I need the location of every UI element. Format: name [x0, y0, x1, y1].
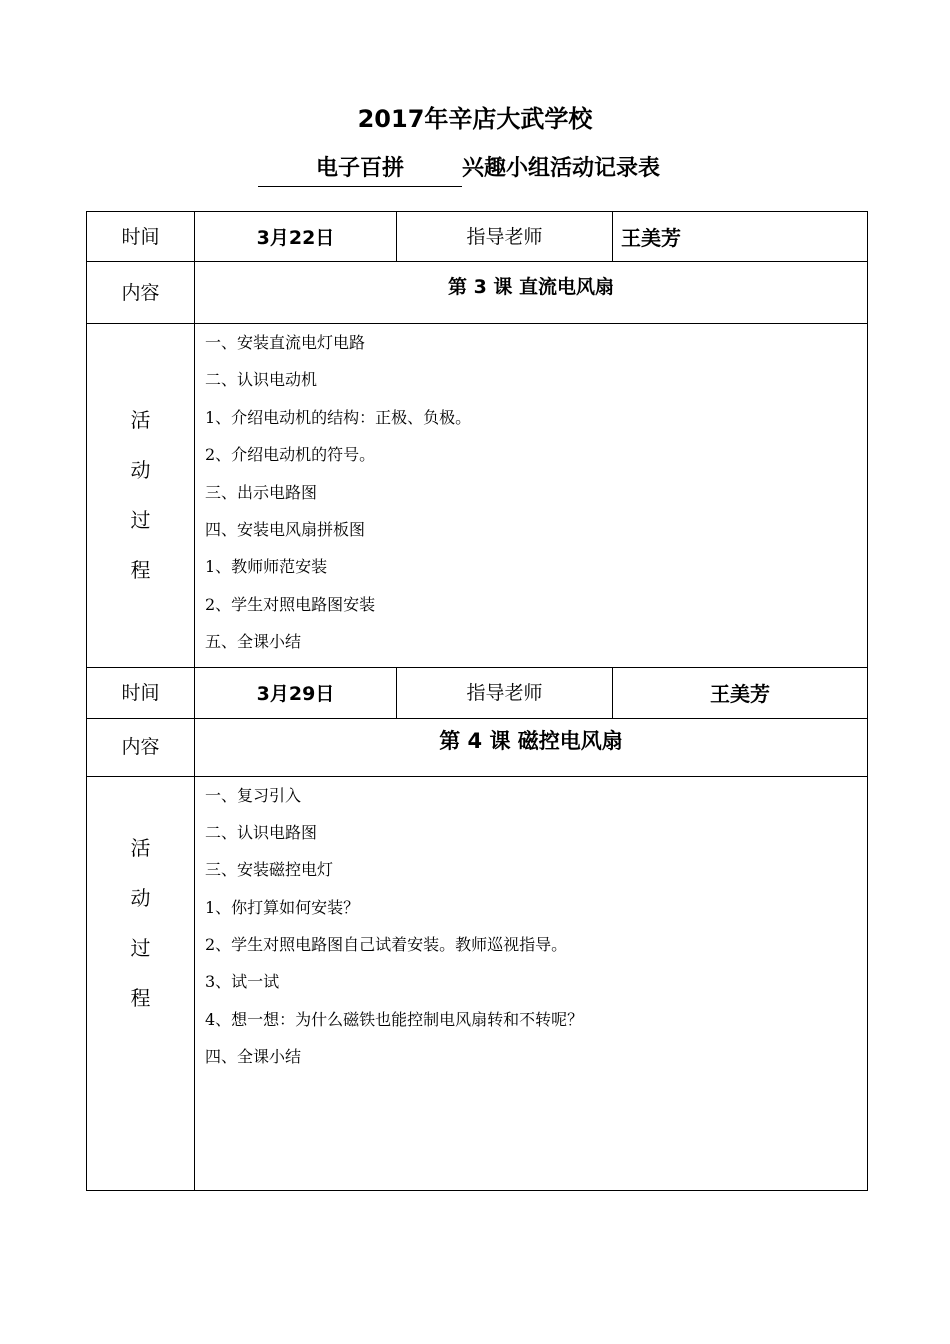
club-name: 电子百拼 — [258, 152, 462, 187]
content-label: 内容 — [87, 718, 195, 776]
step-item: 二、认识电路图 — [205, 822, 318, 842]
step-item: 2、学生对照电路图自己试着安装。教师巡视指导。 — [205, 935, 568, 955]
step-item: 四、全课小结 — [205, 1047, 302, 1067]
form-title: 兴趣小组活动记录表 — [462, 156, 661, 181]
step-item: 三、出示电路图 — [205, 482, 318, 502]
session-2-content-row — [87, 718, 868, 776]
time-label: 时间 — [87, 667, 195, 718]
form-title-line — [258, 152, 718, 188]
step-item: 一、复习引入 — [205, 785, 302, 805]
step-item: 4、想一想：为什么磁铁也能控制电风扇转和不转呢？ — [205, 1009, 584, 1029]
session-1-process-row — [87, 324, 868, 668]
time-label: 时间 — [87, 212, 195, 262]
step-item: 一、安装直流电灯电路 — [205, 333, 366, 352]
session-2-steps — [195, 776, 868, 1190]
step-item: 二、认识电动机 — [205, 370, 318, 390]
session-2-process-row — [87, 776, 868, 1190]
step-item: 2、学生对照电路图安装 — [205, 594, 376, 614]
teacher-label: 指导老师 — [397, 212, 613, 262]
session-2-teacher: 王美芳 — [613, 667, 868, 718]
session-1-lesson-title: 第 3 课 直流电风扇 — [195, 262, 868, 324]
step-item: 2、介绍电动机的符号。 — [205, 445, 376, 465]
process-label: 活 动 过 程 — [87, 324, 195, 668]
step-item: 三、安装磁控电灯 — [205, 860, 334, 880]
session-2-time-row — [87, 667, 868, 718]
step-item: 五、全课小结 — [205, 632, 302, 652]
step-item: 3、试一试 — [205, 972, 280, 992]
session-2-date: 3月29日 — [195, 667, 397, 718]
step-item: 四、安装电风扇拼板图 — [205, 519, 366, 539]
session-1-content-row — [87, 262, 868, 324]
session-1-teacher: 王美芳 — [613, 212, 868, 262]
step-item: 1、教师师范安装 — [205, 557, 328, 577]
school-title: 2017年辛店大武学校 — [357, 105, 593, 133]
activity-record-table — [86, 211, 868, 1191]
session-1-time-row — [87, 212, 868, 262]
step-item: 1、你打算如何安装？ — [205, 897, 360, 917]
session-1-steps — [195, 324, 868, 668]
process-label: 活 动 过 程 — [87, 776, 195, 1190]
step-item: 1、介绍电动机的结构：正极、负极。 — [205, 407, 472, 427]
teacher-label: 指导老师 — [397, 667, 613, 718]
content-label: 内容 — [87, 262, 195, 324]
session-1-date: 3月22日 — [195, 212, 397, 262]
session-2-lesson-title: 第 4 课 磁控电风扇 — [195, 718, 868, 776]
